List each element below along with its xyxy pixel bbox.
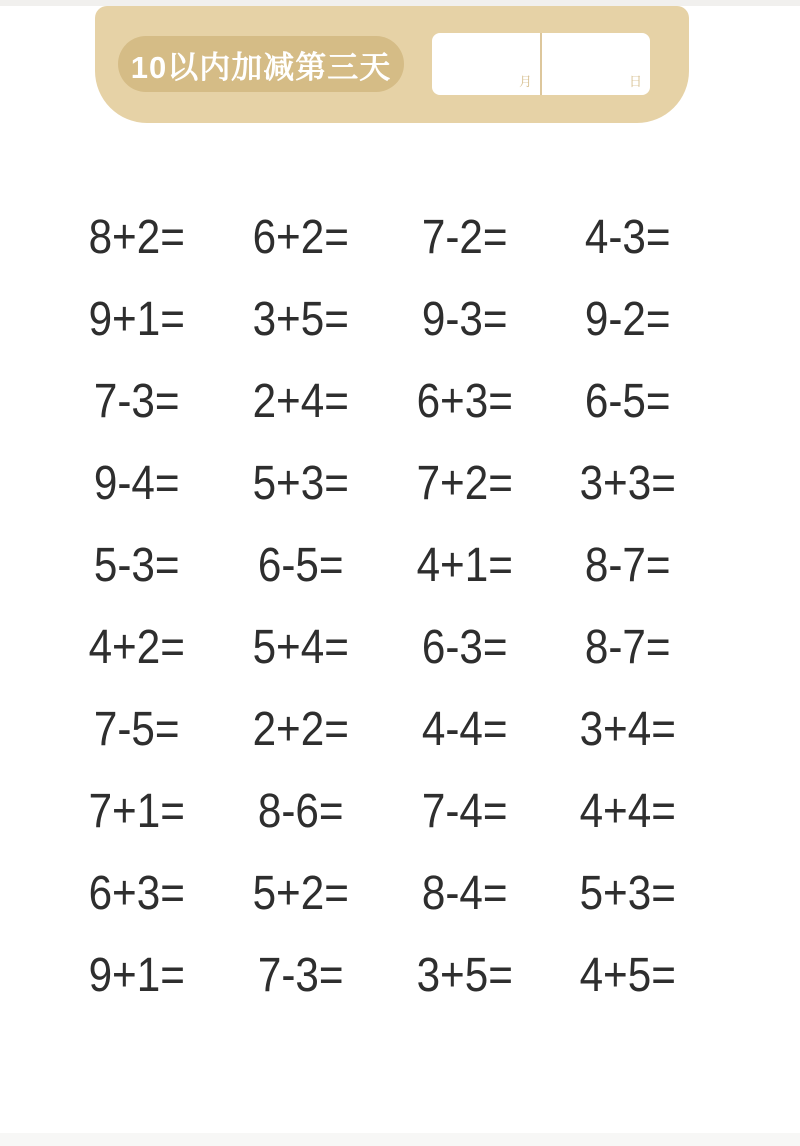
problem-cell [55, 524, 219, 606]
worksheet-title: 10以内加减第三天 [130, 49, 392, 85]
date-entry-box [432, 33, 650, 95]
problem-cell [219, 360, 383, 442]
day-input-box[interactable] [542, 33, 650, 95]
problem-cell [546, 606, 710, 688]
problem-cell [55, 770, 219, 852]
problem-cell [546, 360, 710, 442]
problem-cell [55, 360, 219, 442]
problems-grid [55, 196, 710, 1016]
problem-expression: 7-3= [94, 374, 180, 428]
month-input-box[interactable] [432, 33, 542, 95]
problem-cell [383, 196, 547, 278]
problem-expression: 3+5= [416, 948, 513, 1002]
problem-cell [546, 770, 710, 852]
problem-expression: 3+3= [579, 456, 677, 510]
problem-expression: 7+2= [416, 456, 513, 510]
problem-cell [55, 606, 219, 688]
problem-expression: 5+2= [252, 866, 349, 920]
problem-cell [546, 278, 710, 360]
problem-cell [55, 196, 219, 278]
problem-expression: 8+2= [88, 210, 186, 264]
problem-expression: 8-4= [421, 866, 508, 920]
problem-cell [383, 934, 547, 1016]
problem-expression: 4-3= [585, 210, 671, 264]
worksheet-header [95, 6, 689, 123]
problem-expression: 6-5= [257, 538, 344, 592]
problem-cell [546, 196, 710, 278]
problem-expression: 8-6= [257, 784, 344, 838]
problem-expression: 4-4= [421, 702, 508, 756]
problem-cell [546, 688, 710, 770]
problem-cell [546, 442, 710, 524]
problem-expression: 6+3= [416, 374, 513, 428]
problem-expression: 2+4= [252, 374, 349, 428]
problem-cell [383, 606, 547, 688]
problem-expression: 8-7= [585, 620, 671, 674]
problem-expression: 4+1= [416, 538, 513, 592]
problem-expression: 8-7= [585, 538, 671, 592]
problem-expression: 9-2= [585, 292, 671, 346]
problem-expression: 9-3= [421, 292, 508, 346]
problem-expression: 3+5= [252, 292, 349, 346]
problem-expression: 9+1= [88, 948, 186, 1002]
problem-expression: 6-3= [421, 620, 508, 674]
problem-cell [383, 360, 547, 442]
problem-expression: 4+4= [579, 784, 677, 838]
problem-expression: 7+1= [88, 784, 186, 838]
problem-cell [55, 852, 219, 934]
problem-cell [546, 934, 710, 1016]
problem-expression: 4+2= [88, 620, 186, 674]
problem-expression: 7-5= [94, 702, 180, 756]
problem-expression: 9-4= [94, 456, 180, 510]
problem-cell [383, 524, 547, 606]
problem-expression: 3+4= [579, 702, 677, 756]
problem-expression: 5+3= [252, 456, 349, 510]
problem-cell [219, 278, 383, 360]
problem-cell [383, 852, 547, 934]
problem-expression: 2+2= [252, 702, 349, 756]
problem-cell [55, 278, 219, 360]
problem-cell [383, 278, 547, 360]
problem-cell [219, 934, 383, 1016]
problem-cell [55, 688, 219, 770]
problem-cell [383, 688, 547, 770]
problem-expression: 5+4= [252, 620, 349, 674]
problem-cell [383, 442, 547, 524]
problem-expression: 5-3= [94, 538, 180, 592]
problem-expression: 4+5= [579, 948, 677, 1002]
problem-expression: 7-3= [257, 948, 344, 1002]
problem-cell [219, 770, 383, 852]
problem-cell [219, 442, 383, 524]
page-edge-bottom [0, 1133, 800, 1146]
problem-cell [546, 524, 710, 606]
problem-cell [219, 688, 383, 770]
title-badge [118, 36, 404, 92]
problem-cell [55, 934, 219, 1016]
problem-cell [219, 524, 383, 606]
problem-cell [546, 852, 710, 934]
problem-cell [219, 852, 383, 934]
problem-expression: 7-2= [421, 210, 508, 264]
month-label: 月 [518, 74, 532, 89]
problem-expression: 6+3= [88, 866, 186, 920]
problem-expression: 6-5= [585, 374, 671, 428]
problem-cell [55, 442, 219, 524]
day-label: 日 [628, 74, 642, 89]
problem-cell [219, 196, 383, 278]
problem-expression: 9+1= [88, 292, 186, 346]
problem-expression: 7-4= [421, 784, 508, 838]
problem-expression: 6+2= [252, 210, 349, 264]
problem-cell [383, 770, 547, 852]
problem-cell [219, 606, 383, 688]
problem-expression: 5+3= [579, 866, 677, 920]
